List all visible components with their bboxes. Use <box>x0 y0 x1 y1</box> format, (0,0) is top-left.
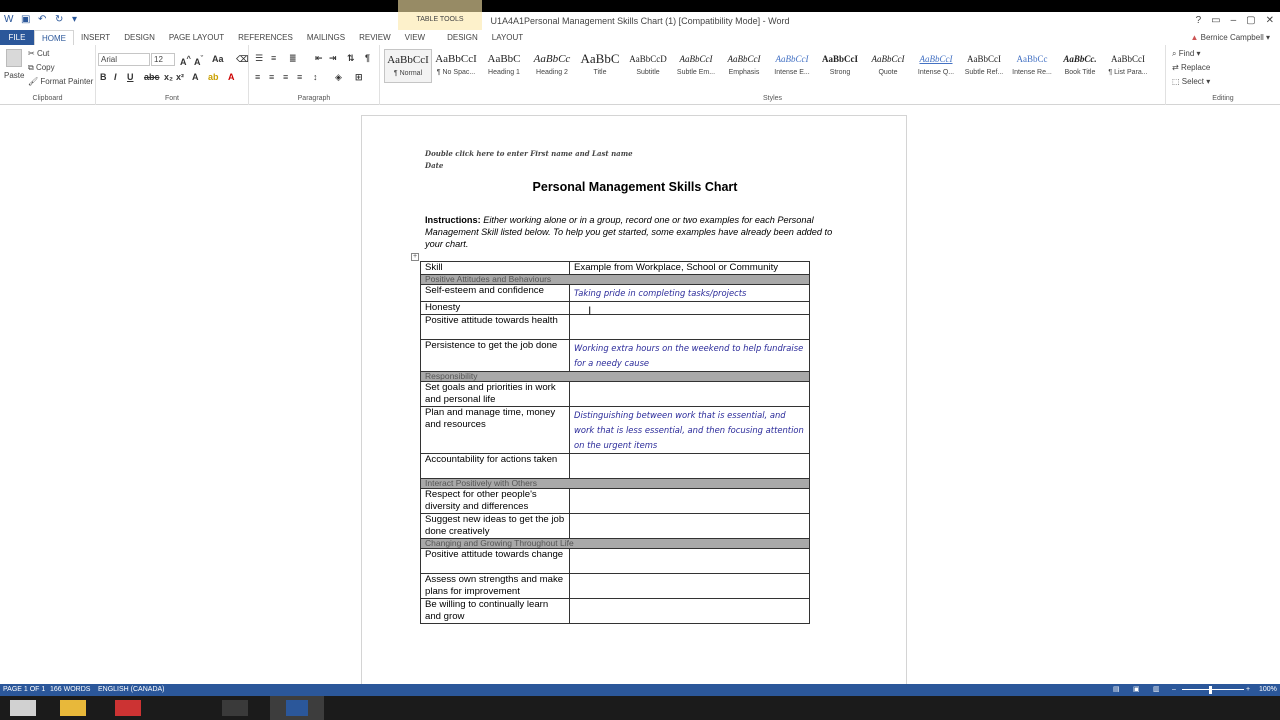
style-name: Intense Q... <box>917 69 955 76</box>
table-row <box>421 302 810 315</box>
tab-review[interactable]: REVIEW <box>359 33 391 42</box>
ribbon-display-icon[interactable]: ▭ <box>1211 15 1221 26</box>
style-name: Book Title <box>1064 69 1096 76</box>
zoom-in-icon[interactable]: + <box>1246 686 1251 693</box>
style-name: Heading 1 <box>488 69 520 76</box>
borders-icon[interactable]: ⊞ <box>355 72 363 82</box>
example-cell[interactable] <box>570 315 810 340</box>
chevron-down-icon: ▾ <box>1265 33 1270 42</box>
skill-cell[interactable]: Positive attitude towards health <box>421 315 570 340</box>
style-subtitle[interactable] <box>624 49 672 83</box>
print-layout-icon[interactable]: ▣ <box>1133 686 1140 693</box>
skills-table[interactable] <box>420 261 810 624</box>
font-family-select[interactable]: Arial <box>98 53 150 66</box>
skill-cell[interactable]: Set goals and priorities in work and personal life <box>421 382 570 407</box>
find-label: Find <box>1178 49 1195 58</box>
text-cursor-icon: I <box>588 304 592 318</box>
example-cell[interactable] <box>570 302 810 315</box>
word-count[interactable]: 166 WORDS <box>50 686 91 693</box>
style-name: Strong <box>829 69 851 76</box>
style-preview: AaBbC <box>487 53 521 65</box>
style-preview: AaBbCcI <box>919 54 953 64</box>
bold-icon[interactable]: B <box>100 72 107 82</box>
word-icon: W <box>4 14 14 25</box>
cut-label: Cut <box>36 49 50 58</box>
styles-label: Styles <box>762 95 783 102</box>
date-field[interactable]: Date <box>425 161 444 170</box>
strikethrough-icon[interactable]: abc <box>144 72 160 82</box>
skill-cell[interactable]: Honesty <box>421 302 570 315</box>
style-preview: AaBbC <box>580 51 620 66</box>
skill-cell[interactable]: Be willing to continually learn and grow <box>421 599 570 624</box>
example-cell[interactable] <box>570 489 810 514</box>
style-emphasis[interactable] <box>720 49 768 83</box>
select-button[interactable]: ⬚ Select ▾ <box>1172 77 1211 86</box>
skill-cell[interactable]: Respect for other people's diversity and differences <box>421 489 570 514</box>
table-row <box>421 514 810 539</box>
zoom-slider-handle[interactable] <box>1209 686 1212 694</box>
style-book-title[interactable] <box>1056 49 1104 83</box>
align-center-icon[interactable]: ≡ <box>269 72 275 82</box>
table-row <box>421 599 810 624</box>
cut-button[interactable] <box>28 49 49 58</box>
status-bar <box>0 684 1280 696</box>
style-strong[interactable] <box>816 49 864 83</box>
table-tools-label: TABLE TOOLS <box>416 16 464 23</box>
style-no-spacing[interactable] <box>432 49 480 83</box>
warning-icon: ▲ <box>1190 33 1201 42</box>
example-cell[interactable] <box>570 599 810 624</box>
table-tools-highlight <box>398 0 482 30</box>
font-label: Font <box>164 95 179 102</box>
header-example[interactable]: Example from Workplace, School or Community <box>570 262 810 275</box>
font-group <box>96 45 249 105</box>
name-field[interactable]: Double click here to enter First name and Last name <box>425 149 633 158</box>
read-mode-icon[interactable]: ▤ <box>1113 686 1120 693</box>
table-row <box>421 407 810 454</box>
style-list-paragraph[interactable] <box>1104 49 1152 83</box>
section-row <box>421 372 810 382</box>
style-normal[interactable] <box>384 49 432 83</box>
tab-mailings[interactable]: MAILINGS <box>306 33 346 42</box>
subscript-icon[interactable]: x₂ <box>164 72 174 82</box>
table-row <box>421 315 810 340</box>
grow-font-icon[interactable]: A^ <box>180 54 191 67</box>
superscript-icon[interactable]: x² <box>176 72 185 82</box>
skill-cell[interactable]: Positive attitude towards change <box>421 549 570 574</box>
line-spacing-icon[interactable]: ↕ <box>313 72 318 82</box>
minimize-icon[interactable]: – <box>1230 15 1237 26</box>
justify-icon[interactable]: ≡ <box>297 72 303 82</box>
zoom-out-icon[interactable]: – <box>1172 686 1176 693</box>
replace-button[interactable] <box>1172 63 1210 72</box>
shading-icon[interactable]: ◈ <box>335 72 342 82</box>
font-color-icon[interactable]: A <box>228 72 235 82</box>
style-intense-reference[interactable] <box>1008 49 1056 83</box>
window-title: U1A4A1Personal Management Skills Chart (1) [Compatibility Mode] - Word <box>490 16 790 26</box>
style-name: Intense Re... <box>1012 69 1052 76</box>
customize-icon[interactable]: ▾ <box>72 14 78 25</box>
window-controls <box>1196 15 1274 26</box>
tab-page-layout[interactable]: PAGE LAYOUT <box>168 33 225 42</box>
style-preview: AaBbCcI <box>727 54 761 64</box>
section-title[interactable]: Positive Attitudes and Behaviours <box>421 275 810 285</box>
start-icon[interactable] <box>10 700 36 716</box>
style-heading-1[interactable] <box>480 49 528 83</box>
style-preview: AaBbCcI <box>871 54 905 64</box>
style-preview: AaBbCcI <box>435 53 477 65</box>
table-row <box>421 340 810 372</box>
skill-cell[interactable]: Persistence to get the job done <box>421 340 570 372</box>
select-label: Select <box>1181 77 1205 86</box>
replace-icon: ⇄ <box>1172 63 1181 72</box>
select-icon: ⬚ <box>1172 77 1182 86</box>
skill-cell[interactable]: Self-esteem and confidence <box>421 285 570 302</box>
copy-label: Copy <box>35 63 55 72</box>
table-move-handle[interactable]: + <box>412 253 418 260</box>
decrease-indent-icon[interactable]: ⇤ <box>315 53 323 63</box>
italic-icon[interactable]: I <box>114 72 117 82</box>
example-cell[interactable] <box>570 574 810 599</box>
format-painter-label: Format Painter <box>40 77 94 86</box>
shrink-font-icon[interactable]: $A^ˇ$ <box>194 54 203 67</box>
save-icon[interactable]: ▣ <box>21 14 31 25</box>
table-row <box>421 382 810 407</box>
numbering-icon[interactable]: ≡ <box>271 53 277 63</box>
tab-insert[interactable]: INSERT <box>81 33 111 42</box>
browser-icon[interactable] <box>115 700 141 716</box>
example-cell[interactable] <box>570 454 810 479</box>
find-button[interactable]: ⌕ Find ▾ <box>1172 49 1201 58</box>
tab-view[interactable]: VIEW <box>404 33 426 42</box>
style-name: Title <box>593 69 607 76</box>
section-title[interactable]: Interact Positively with Others <box>421 479 810 489</box>
style-name: Quote <box>878 69 898 76</box>
section-title[interactable]: Changing and Growing Throughout Life <box>421 539 810 549</box>
style-intense-emphasis[interactable] <box>768 49 816 83</box>
style-preview: AaBbCc. <box>1063 54 1097 64</box>
style-preview: AaBbCc <box>1016 54 1048 64</box>
example-cell[interactable] <box>570 549 810 574</box>
table-row <box>421 285 810 302</box>
example-cell[interactable]: Distinguishing between work that is essential, and work that is less essential, and then focusing attention on the urgent items <box>570 407 810 454</box>
clipboard-label: Clipboard <box>32 95 63 102</box>
screen-top-bar <box>0 0 1280 12</box>
copy-icon: ⧉ <box>28 63 36 72</box>
style-subtle-emphasis[interactable] <box>672 49 720 83</box>
clear-format-icon[interactable]: ⌫ <box>236 54 249 64</box>
style-name: ¶ Normal <box>393 70 423 77</box>
skill-cell[interactable]: Suggest new ideas to get the job done creatively <box>421 514 570 539</box>
table-row <box>421 574 810 599</box>
maximize-icon[interactable]: ▢ <box>1246 15 1256 26</box>
example-cell[interactable]: Taking pride in completing tasks/projects <box>570 285 810 302</box>
zoom-slider[interactable] <box>1182 689 1244 690</box>
style-subtle-reference[interactable] <box>960 49 1008 83</box>
style-preview: AaBbCcI <box>1111 54 1145 64</box>
style-preview: AaBbCcI <box>775 54 809 64</box>
section-row <box>421 539 810 549</box>
clipboard-group <box>0 45 96 105</box>
style-heading-2[interactable] <box>528 49 576 83</box>
style-preview: AaBbCcD <box>629 54 667 64</box>
skill-cell[interactable]: Assess own strengths and make plans for improvement <box>421 574 570 599</box>
style-name: Subtle Em... <box>676 69 716 76</box>
change-case-icon[interactable]: Aa <box>212 54 224 64</box>
word-taskbar-icon[interactable] <box>270 696 324 720</box>
multilevel-list-icon[interactable]: ≣ <box>289 53 297 63</box>
style-preview: AaBbCc <box>533 53 571 65</box>
editing-group <box>1166 45 1280 105</box>
sort-icon[interactable]: ⇅ <box>347 53 355 63</box>
user-name: Bernice Campbell <box>1200 33 1264 42</box>
replace-label: Replace <box>1180 63 1211 72</box>
tab-file[interactable]: FILE <box>0 30 34 45</box>
undo-icon[interactable]: ↶ <box>38 14 47 25</box>
tab-design[interactable]: DESIGN <box>124 33 155 42</box>
instructions-text: Either working alone or in a group, record one or two examples for each Personal Management Skill listed below. To help you get started, some examples have already been added to your chart. <box>425 215 833 249</box>
font-size-select[interactable]: 12 <box>151 53 175 66</box>
table-row <box>421 489 810 514</box>
ribbon-tabs <box>0 30 1280 45</box>
example-cell[interactable]: Working extra hours on the weekend to help fundraise for a needy cause <box>570 340 810 372</box>
ribbon <box>0 45 1280 105</box>
help-icon[interactable]: ? <box>1195 15 1202 26</box>
style-preview: AaBbCcI <box>679 54 713 64</box>
show-marks-icon[interactable]: ¶ <box>365 53 371 63</box>
instructions-label: Instructions: <box>425 215 481 225</box>
table-row <box>421 454 810 479</box>
brush-icon: 🖌 <box>28 77 41 86</box>
style-intense-quote[interactable] <box>912 49 960 83</box>
highlight-icon[interactable]: ab <box>208 72 219 82</box>
text-effects-icon[interactable]: A <box>192 72 199 82</box>
section-row <box>421 275 810 285</box>
paragraph-group <box>249 45 380 105</box>
align-left-icon[interactable]: ≡ <box>255 72 261 82</box>
title-bar <box>0 12 1280 30</box>
tab-home[interactable]: HOME <box>34 30 74 45</box>
web-layout-icon[interactable]: ▥ <box>1153 686 1160 693</box>
tab-table-design[interactable]: DESIGN <box>447 33 478 42</box>
tab-table-layout[interactable]: LAYOUT <box>491 33 524 42</box>
paste-icon[interactable] <box>6 49 22 67</box>
style-name: Intense E... <box>774 69 810 76</box>
table-row <box>421 549 810 574</box>
close-icon[interactable]: ✕ <box>1265 15 1274 26</box>
style-preview: AaBbCcI <box>967 54 1001 64</box>
document-heading: Personal Management Skills Chart <box>532 180 738 194</box>
app-icon[interactable] <box>222 700 248 716</box>
style-title[interactable] <box>576 49 624 83</box>
style-name: Emphasis <box>728 69 760 76</box>
redo-icon[interactable]: ↻ <box>55 14 64 25</box>
scissors-icon: ✂ <box>28 49 37 58</box>
instructions <box>425 214 850 250</box>
style-quote[interactable] <box>864 49 912 83</box>
file-explorer-icon[interactable] <box>60 700 86 716</box>
style-name: ¶ No Spac... <box>436 69 476 76</box>
format-painter-button[interactable] <box>28 77 93 86</box>
bullets-icon[interactable]: ☰ <box>255 53 264 63</box>
style-name: Heading 2 <box>536 69 568 76</box>
editing-label: Editing <box>1212 95 1234 102</box>
style-name: Subtle Ref... <box>964 69 1004 76</box>
header-skill[interactable]: Skill <box>421 262 570 275</box>
zoom-level[interactable]: 100% <box>1259 686 1277 693</box>
underline-icon[interactable]: U <box>127 72 134 82</box>
language[interactable]: ENGLISH (CANADA) <box>98 686 165 693</box>
taskbar <box>0 696 1280 720</box>
increase-indent-icon[interactable]: ⇥ <box>329 53 337 63</box>
search-icon: ⌕ <box>1172 49 1179 58</box>
table-header-row <box>421 262 810 275</box>
paste-button[interactable]: Paste <box>4 71 25 80</box>
word-icon <box>286 700 308 716</box>
paragraph-label: Paragraph <box>297 95 331 102</box>
styles-gallery <box>384 49 1152 83</box>
example-cell[interactable] <box>570 382 810 407</box>
section-title[interactable]: Responsibility <box>421 372 810 382</box>
example-cell[interactable] <box>570 514 810 539</box>
style-name: ¶ List Para... <box>1108 69 1148 76</box>
tab-references[interactable]: REFERENCES <box>238 33 293 42</box>
section-row <box>421 479 810 489</box>
style-name: Subtitle <box>636 69 660 76</box>
skill-cell[interactable]: Accountability for actions taken <box>421 454 570 479</box>
skill-cell[interactable]: Plan and manage time, money and resources <box>421 407 570 454</box>
style-preview: AaBbCcI <box>821 54 858 64</box>
style-preview: AaBbCcI <box>387 54 429 66</box>
align-right-icon[interactable]: ≡ <box>283 72 289 82</box>
user-account[interactable] <box>1190 30 1270 45</box>
copy-button[interactable] <box>28 63 55 73</box>
page-count[interactable]: PAGE 1 OF 1 <box>3 686 46 693</box>
